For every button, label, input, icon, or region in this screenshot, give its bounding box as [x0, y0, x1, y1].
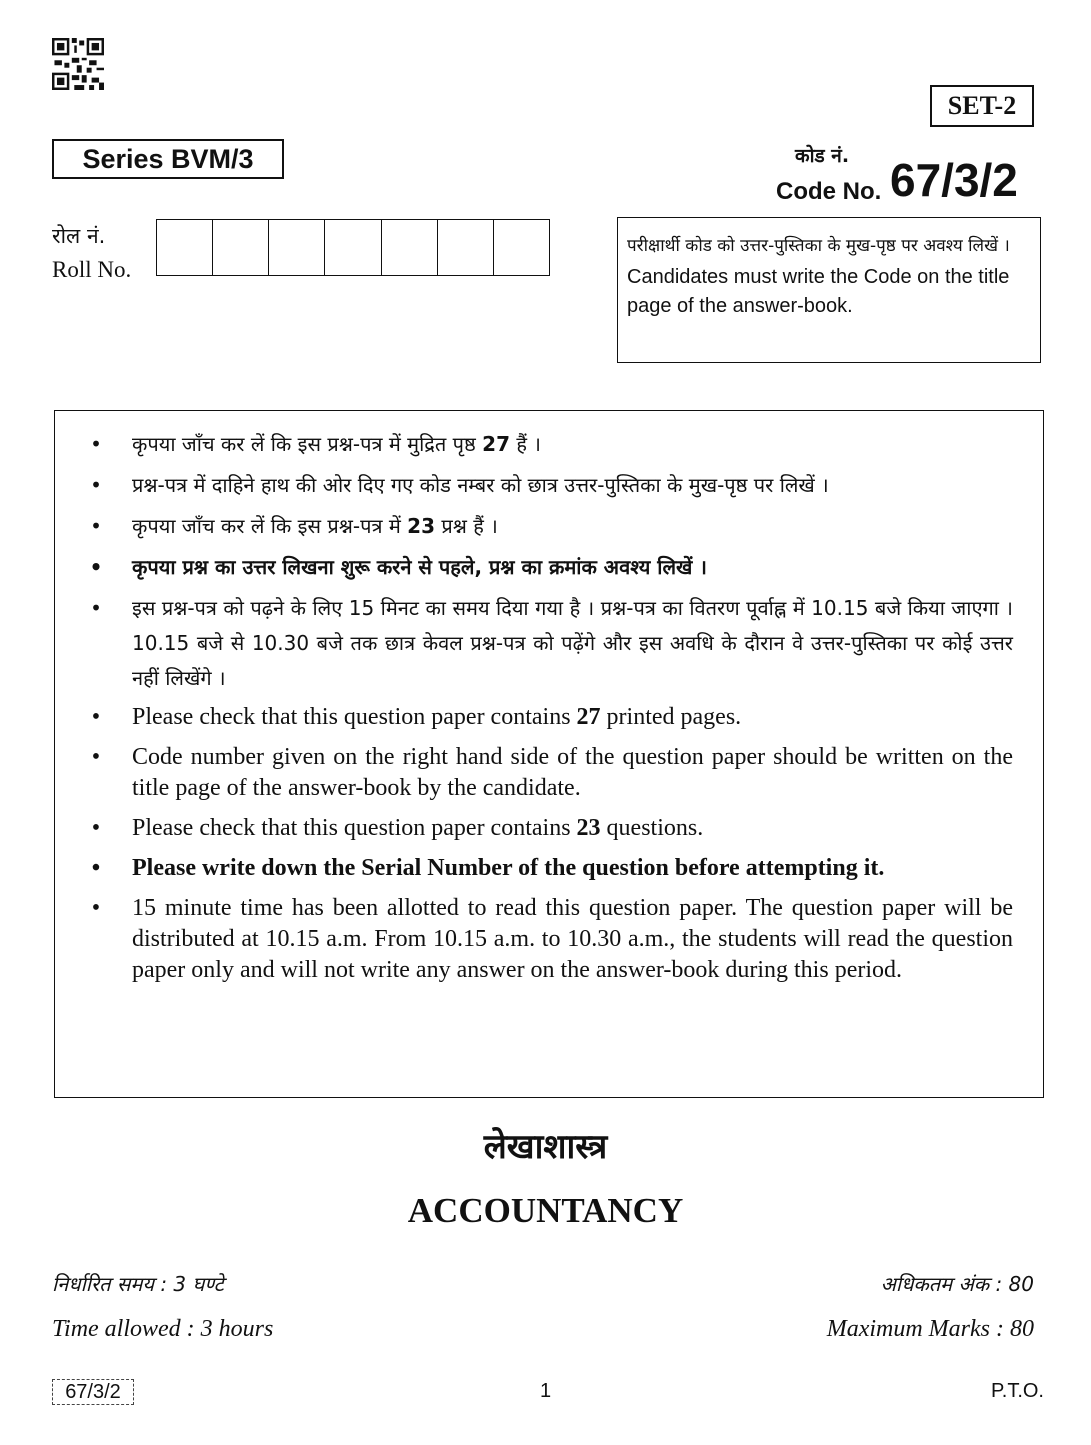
instruction-item [86, 853, 1013, 884]
roll-label: Roll No. [52, 257, 132, 282]
instruction-item [86, 813, 1013, 844]
instruction-text: Please check that this question paper contains [132, 704, 577, 730]
roll-cell[interactable] [157, 220, 213, 275]
instruction-text: Please write down the Serial Number of the question before attempting it. [132, 855, 885, 881]
instruction-item [86, 468, 1013, 503]
page-count: 27 [576, 704, 601, 730]
footer-code: 67/3/2 [52, 1379, 134, 1405]
instruction-item [86, 893, 1013, 986]
instruction-text: हैं । [510, 432, 541, 456]
instruction-text: प्रश्न-पत्र में दाहिने हाथ की ओर दिए गए कोड नम्बर को छात्र उत्तर-पुस्तिका के मुख-पृष्ठ पर लिखें । [132, 473, 829, 497]
bullet-icon: • [90, 596, 102, 620]
question-count: 23 [407, 514, 435, 538]
bullet-icon: • [89, 555, 103, 579]
instructions-box [54, 410, 1044, 1098]
bullet-icon: • [91, 815, 101, 841]
instruction-text: questions. [600, 815, 704, 841]
max-marks: Maximum Marks : 80 [826, 1316, 1034, 1342]
instruction-item [86, 427, 1013, 462]
instruction-text: printed pages. [600, 704, 742, 730]
candidate-note-english: Candidates must write the Code on the title page of the answer-book. [627, 266, 1010, 317]
qr-code [52, 38, 104, 90]
code-number: 67/3/2 [890, 154, 1018, 206]
bullet-icon: • [91, 704, 101, 730]
code-label: Code No. [776, 178, 882, 205]
roll-cell[interactable] [325, 220, 381, 275]
roll-cell[interactable] [438, 220, 494, 275]
instruction-text: Code number given on the right hand side of the question paper should be written on the title page of the answer-book by the candidate. [132, 744, 1013, 801]
instruction-text: 15 minute time has been allotted to read this question paper. The question paper will be distributed at 10.15 a.m. From 10.15 a.m. to 10.30 a.m., the students will read the question paper only and will not write any answer on the answer-book during this period. [132, 895, 1013, 983]
pto-label: P.T.O. [991, 1380, 1044, 1402]
instruction-text: कृपया प्रश्न का उत्तर लिखना शुरू करने से पहले, प्रश्न का क्रमांक अवश्य लिखें । [132, 555, 707, 579]
subject-title: ACCOUNTANCY [407, 1191, 684, 1230]
time-allowed: Time allowed : 3 hours [52, 1316, 274, 1342]
bullet-icon: • [91, 855, 101, 881]
bullet-icon: • [90, 473, 102, 497]
max-marks-hindi: अधिकतम अंक : 80 [880, 1272, 1034, 1296]
candidate-note-hindi: परीक्षार्थी कोड को उत्तर-पुस्तिका के मुख-पृष्ठ पर अवश्य लिखें । [627, 236, 1010, 256]
roll-cell[interactable] [213, 220, 269, 275]
instruction-text: कृपया जाँच कर लें कि इस प्रश्न-पत्र में मुद्रित पृष्ठ [132, 432, 483, 456]
bullet-icon: • [91, 895, 101, 921]
bullet-icon: • [90, 432, 102, 456]
subject-title-hindi: लेखाशास्त्र [483, 1127, 608, 1167]
code-label-hindi: कोड नं. [795, 145, 850, 167]
page-number: 1 [539, 1380, 552, 1402]
instruction-text: Please check that this question paper contains [132, 815, 577, 841]
instruction-item [86, 550, 1013, 585]
bullet-icon: • [90, 514, 102, 538]
instruction-item [86, 591, 1013, 696]
question-count: 23 [576, 815, 601, 841]
bullet-icon: • [91, 744, 101, 770]
instruction-item [86, 509, 1013, 544]
instruction-item [86, 702, 1013, 733]
set-badge: SET-2 [930, 85, 1034, 127]
page-count: 27 [482, 432, 511, 456]
instruction-item [86, 742, 1013, 804]
series-label: Series BVM/3 [52, 139, 284, 179]
instruction-text: इस प्रश्न-पत्र को पढ़ने के लिए 15 मिनट का समय दिया गया है । प्रश्न-पत्र का वितरण पूर्वाह्न में 10.15 बजे किया जाएगा । 10.15 बजे से 10.30 बजे तक छात्र केवल प्रश्न-पत्र को पढ़ेंगे और इस अवधि के दौरान वे उत्तर-पुस्तिका पर कोई उत्तर नहीं लिखेंगे । [132, 596, 1013, 690]
instruction-text: कृपया जाँच कर लें कि इस प्रश्न-पत्र में [132, 514, 408, 538]
roll-cell[interactable] [494, 220, 549, 275]
instruction-text: प्रश्न हैं । [435, 514, 498, 538]
roll-cell[interactable] [382, 220, 438, 275]
roll-cell[interactable] [269, 220, 325, 275]
roll-number-grid[interactable] [156, 219, 550, 276]
candidate-note-box [617, 217, 1041, 363]
time-allowed-hindi: निर्धारित समय : 3 घण्टे [52, 1272, 224, 1296]
roll-label-hindi: रोल नं. [52, 224, 106, 248]
